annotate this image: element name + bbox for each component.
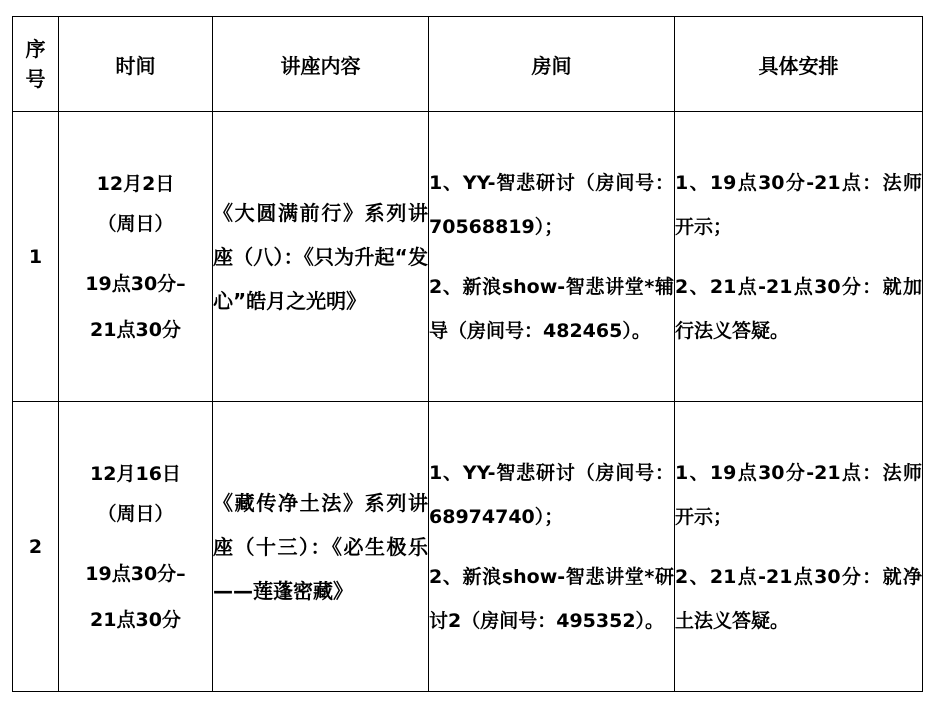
time-weekday: （周日） xyxy=(97,502,174,525)
row-topic: 《藏传净土法》系列讲座（十三）：《必生极乐——莲蓬密藏》 xyxy=(213,402,429,692)
plan-entry: 2、21点-21点30分：就净土法义答疑。 xyxy=(675,565,922,632)
header-index-line1: 序 xyxy=(25,37,46,61)
row-rooms xyxy=(429,112,675,402)
header-room: 房间 xyxy=(429,17,675,112)
plan-entry: 1、19点30分-21点：法师开示； xyxy=(675,171,922,238)
header-time: 时间 xyxy=(59,17,213,112)
row-topic: 《大圆满前行》系列讲座（八）：《只为升起“发心”皓月之光明》 xyxy=(213,112,429,402)
row-rooms xyxy=(429,402,675,692)
row-plans xyxy=(675,402,923,692)
header-topic: 讲座内容 xyxy=(213,17,429,112)
table-header-row xyxy=(13,17,923,112)
header-plan: 具体安排 xyxy=(675,17,923,112)
plan-entry: 1、19点30分-21点：法师开示； xyxy=(675,461,922,528)
room-entry: 2、新浪show-智悲讲堂*辅导（房间号：482465）。 xyxy=(429,275,674,342)
time-end: 21点30分 xyxy=(90,318,181,341)
table-row xyxy=(13,402,923,692)
header-index-line2: 号 xyxy=(25,67,46,91)
plan-entry: 2、21点-21点30分：就加行法义答疑。 xyxy=(675,275,922,342)
time-end: 21点30分 xyxy=(90,608,181,631)
room-entry: 2、新浪show-智悲讲堂*研讨2（房间号：495352）。 xyxy=(429,565,674,632)
time-date: 12月2日 xyxy=(96,172,175,195)
room-entry: 1、YY-智悲研讨（房间号：70568819）； xyxy=(429,171,674,238)
row-time xyxy=(59,402,213,692)
time-weekday: （周日） xyxy=(97,212,174,235)
table-row xyxy=(13,112,923,402)
row-time xyxy=(59,112,213,402)
lecture-schedule-table xyxy=(12,16,923,692)
time-start: 19点30分– xyxy=(85,272,186,295)
time-date: 12月16日 xyxy=(90,462,181,485)
room-entry: 1、YY-智悲研讨（房间号：68974740）； xyxy=(429,461,674,528)
row-index: 2 xyxy=(13,402,59,692)
row-plans xyxy=(675,112,923,402)
header-index xyxy=(13,17,59,112)
row-index: 1 xyxy=(13,112,59,402)
time-start: 19点30分– xyxy=(85,562,186,585)
